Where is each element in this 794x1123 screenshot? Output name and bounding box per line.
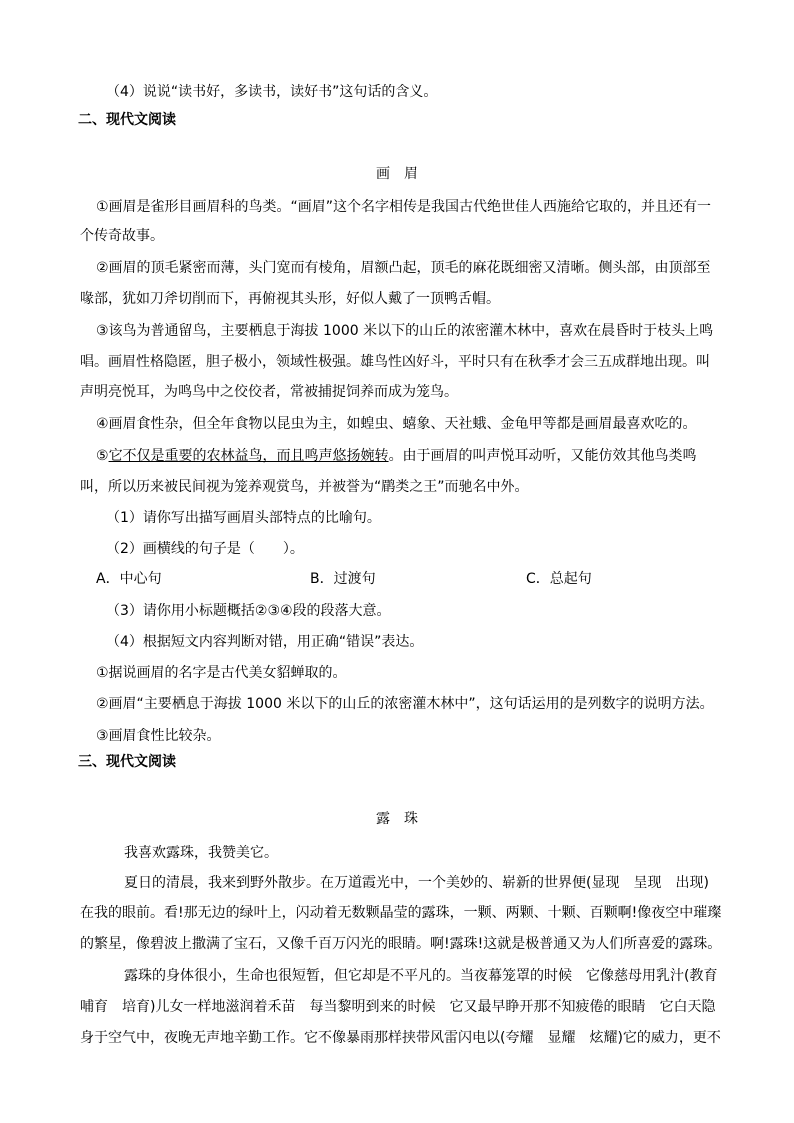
question-3: （3）请你用小标题概括②③④段的段落大意。 (106, 603, 391, 619)
a1-para5-num: ⑤ (96, 448, 109, 464)
judge-3: ③画眉食性比较杂。 (96, 728, 221, 744)
question-4: （4）根据短文内容判断对错，用正确“错误”表达。 (106, 634, 424, 650)
option-b: B．过渡句 (310, 571, 376, 587)
a2-p2-l1: 夏日的清晨，我来到野外散步。在万道霞光中，一个美妙的、崭新的世界便(显现 呈现 出现) (124, 875, 709, 891)
judge-2: ②画眉“主要栖息于海拔 1000 米以下的山丘的浓密灌木林中”，这句话运用的是列数字的说明方法。 (96, 696, 714, 712)
a2-p3-l2: 哺育 培育)儿女一样地滋润着禾苗 每当黎明到来的时候 它又最早睁开那不知疲倦的眼睛 它白天隐 (80, 999, 716, 1015)
a1-para5-l2: 叫，所以历来被民间视为笼养观赏鸟，并被誉为“鹛类之王”而驰名中外。 (80, 479, 529, 495)
a1-para5-l1 (96, 446, 697, 466)
a2-p2-l2: 在我的眼前。看!那无边的绿叶上，闪动着无数颗晶莹的露珠，一颗、两颗、十颗、百颗啊!像夜空中璀璨 (80, 905, 722, 921)
a1-para2-l1: ②画眉的顶毛紧密而薄，头门宽而有棱角，眉额凸起，顶毛的麻花既细密又清晰。侧头部，由顶部至 (96, 260, 711, 276)
a1-para3-l1: ③该鸟为普通留鸟，主要栖息于海拔 1000 米以下的山丘的浓密灌木林中，喜欢在晨昏时于枝头上鸣 (96, 323, 714, 339)
section-2-heading: 二、现代文阅读 (78, 112, 176, 128)
a1-para5-rest: 。由于画眉的叫声悦耳动听，又能仿效其他鸟类鸣 (388, 448, 697, 464)
a2-p3-l1: 露珠的身体很小，生命也很短暂，但它却是不平凡的。当夜幕笼罩的时候 它像慈母用乳汁(教育 (124, 968, 718, 984)
a1-para3-l2: 唱。画眉性格隐匿，胆子极小，领域性极强。雄鸟性凶好斗，平时只有在秋季才会三五成群地出现。叫 (80, 354, 710, 370)
a2-p3-l3: 身于空气中，夜晚无声地辛勤工作。它不像暴雨那样挟带风雷闪电以(夸耀 显耀 炫耀)它的威力，更不 (80, 1030, 721, 1046)
question-1: （1）请你写出描写画眉头部特点的比喻句。 (106, 510, 381, 526)
a1-para3-l3: 声明亮悦耳，为鸣鸟中之佼佼者，常被捕捉饲养而成为笼鸟。 (80, 384, 458, 400)
option-a: A．中心句 (96, 571, 162, 587)
judge-1: ①据说画眉的名字是古代美女貂蝉取的。 (96, 665, 347, 681)
underlined-sentence: 它不仅是重要的农林益鸟，而且鸣声悠扬婉转 (108, 448, 389, 464)
a2-p2-l3: 的繁星，像碧波上撒满了宝石，又像千百万闪光的眼睛。啊!露珠!这就是极普通又为人们所喜爱的露珠。 (80, 936, 722, 952)
article-1-title: 画 眉 (376, 166, 418, 182)
question-4-prev: （4）说说“读书好，多读书，读好书”这句话的含义。 (106, 84, 438, 100)
a1-para2-l2: 喙部，犹如刀斧切削而下，再俯视其头形，好似人戴了一顶鸭舌帽。 (80, 291, 500, 307)
question-2: （2）画横线的句子是（ ）。 (106, 541, 304, 557)
article-2-title: 露 珠 (376, 811, 418, 827)
a1-para1-l1: ①画眉是雀形目画眉科的鸟类。“画眉”这个名字相传是我国古代绝世佳人西施给它取的，并且还有一 (96, 199, 712, 215)
option-c: C．总起句 (526, 571, 592, 587)
a2-p1: 我喜欢露珠，我赞美它。 (124, 845, 278, 861)
a1-para1-l2: 个传奇故事。 (80, 228, 164, 244)
section-3-heading: 三、现代文阅读 (78, 754, 176, 770)
a1-para4: ④画眉食性杂，但全年食物以昆虫为主，如蝗虫、蟢象、天社蛾、金龟甲等都是画眉最喜欢吃的。 (96, 416, 697, 432)
